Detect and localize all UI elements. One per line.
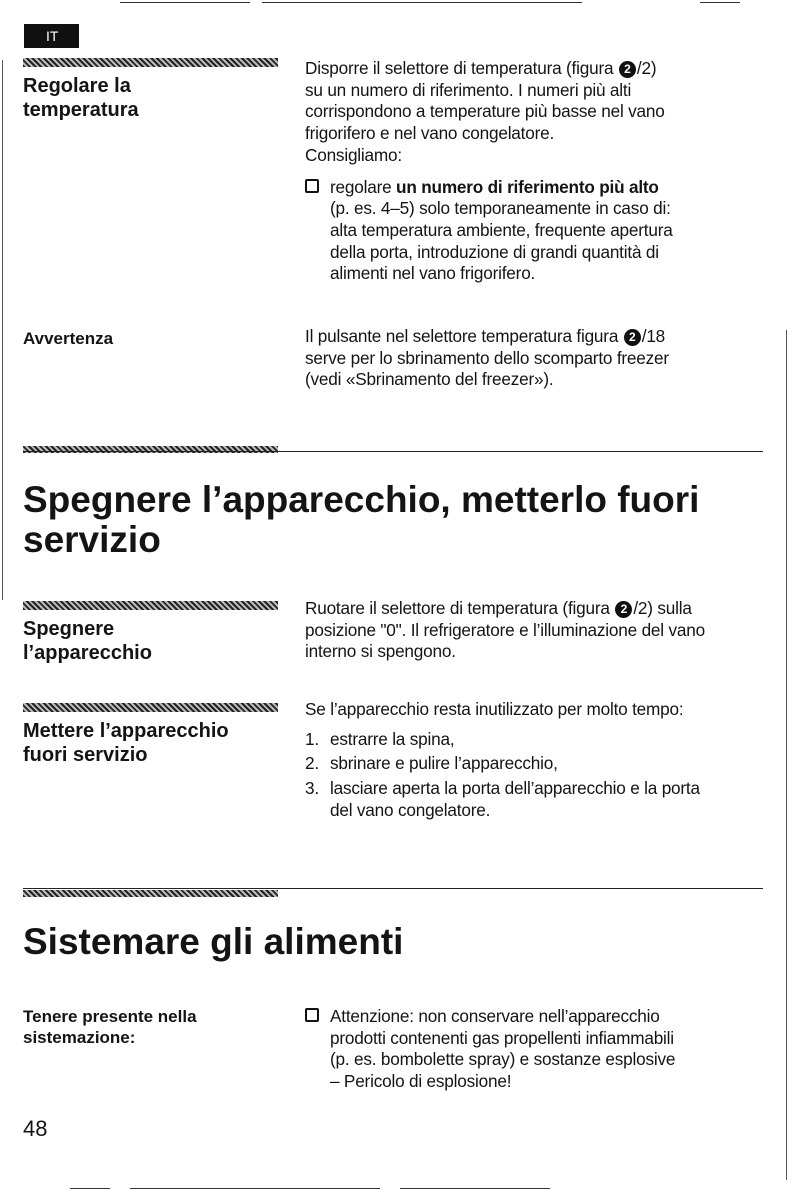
figure-ref-icon: 2 [619,61,636,78]
heading-line: Tenere presente nella [23,1007,197,1026]
text-span: Disporre il selettore di temperatura (figura [305,58,618,78]
figure-ref-icon: 2 [615,601,632,618]
text-line: – Pericolo di esplosione! [330,1071,512,1092]
text-line [305,326,765,348]
text-span: Ruotare il selettore di temperatura (figura [305,598,615,618]
top-edge-line [700,2,740,3]
text-line: prodotti contenenti gas propellenti infiammabili [330,1027,674,1048]
text-line [330,177,765,199]
heading-line: temperatura [23,99,139,121]
bullet-item [305,177,765,286]
avvertenza-label: Avvertenza [23,329,114,348]
bullet-item [305,1006,765,1093]
section-divider [23,888,763,889]
text-line: estrarre la spina, [330,728,455,749]
section-heading-regolare [23,74,139,122]
heading-line: Spegnere [23,618,115,640]
top-edge-line [120,2,250,3]
title-line: Spegnere l’apparecchio, metterlo fuori [23,479,700,520]
text-line: lasciare aperta la porta dell’apparecchio e la porta [330,778,700,799]
section-heading-fuori-servizio [23,719,229,767]
text-line: alta temperatura ambiente, frequente apertura [330,219,673,240]
text-line: della porta, introduzione di grandi quantità di [330,241,659,262]
list-item [305,753,775,775]
list-number: 2. [305,753,319,774]
heading-line: l’apparecchio [23,642,152,664]
text-line: Attenzione: non conservare nell’apparecchio [330,1006,660,1026]
text-line: su un numero di riferimento. I numeri più alti [305,79,632,100]
bold-text: un numero di riferimento più alto [396,176,659,197]
text-line: Consigliamo: [305,144,402,165]
section-rule [23,703,278,712]
title-line: servizio [23,519,161,560]
list-item [305,778,775,821]
text-span: /2) [636,58,657,78]
text-line: del vano congelatore. [330,799,491,820]
text-line: (p. es. 4–5) solo temporaneamente in caso di: [330,198,671,219]
chapter-title-spegnere [23,480,763,560]
heading-line: fuori servizio [23,744,148,766]
figure-ref-icon: 2 [624,329,641,346]
section-rule [23,890,278,897]
page-number: 48 [23,1116,48,1141]
checkbox-bullet-icon [305,177,319,199]
section-rule [23,601,278,610]
avvertenza-paragraph [305,326,765,391]
text-span: /18 [641,326,666,346]
regolare-paragraph [305,58,765,285]
margin-line [786,330,787,1180]
text-span: /2) sulla [633,598,692,618]
text-line: interno si spengono. [305,641,456,662]
text-span: regolare [330,176,397,197]
chapter-title-sistemare: Sistemare gli alimenti [23,921,404,962]
text-line: frigorifero e nel vano congelatore. [305,123,555,144]
bottom-edge-line [400,1188,550,1189]
bottom-edge-line [70,1188,110,1189]
text-line: (p. es. bombolette spray) e sostanze esplosive [330,1049,676,1070]
text-line [305,598,775,620]
section-heading-spegnere [23,617,152,665]
heading-line: Regolare la [23,75,131,97]
fuori-servizio-paragraph [305,699,775,822]
list-item [305,729,775,751]
margin-line [2,60,3,600]
text-line: corrispondono a temperature più basse nel vano [305,101,665,122]
list-number: 1. [305,728,319,749]
bottom-edge-line [130,1188,380,1189]
section-heading-tenere [23,1006,197,1048]
tenere-paragraph [305,1006,765,1093]
text-line: sbrinare e pulire l’apparecchio, [330,753,558,774]
text-line: alimenti nel vano frigorifero. [330,263,536,284]
top-edge-line [262,2,582,3]
text-line: serve per lo sbrinamento dello scomparto freezer [305,347,669,368]
heading-line: Mettere l’apparecchio [23,720,229,742]
section-rule [23,58,278,67]
text-line: posizione "0". Il refrigeratore e l’illuminazione del vano [305,619,705,640]
spegnere-paragraph [305,598,775,663]
section-divider [23,451,763,452]
text-span: Il pulsante nel selettore temperatura figura [305,326,623,346]
text-line: Se l’apparecchio resta inutilizzato per molto tempo: [305,699,684,719]
checkbox-bullet-icon [305,1006,319,1028]
text-line: (vedi «Sbrinamento del freezer»). [305,369,554,390]
list-number: 3. [305,778,319,799]
text-line [305,58,765,80]
language-badge: IT [24,24,79,48]
heading-line: sistemazione: [23,1028,136,1047]
